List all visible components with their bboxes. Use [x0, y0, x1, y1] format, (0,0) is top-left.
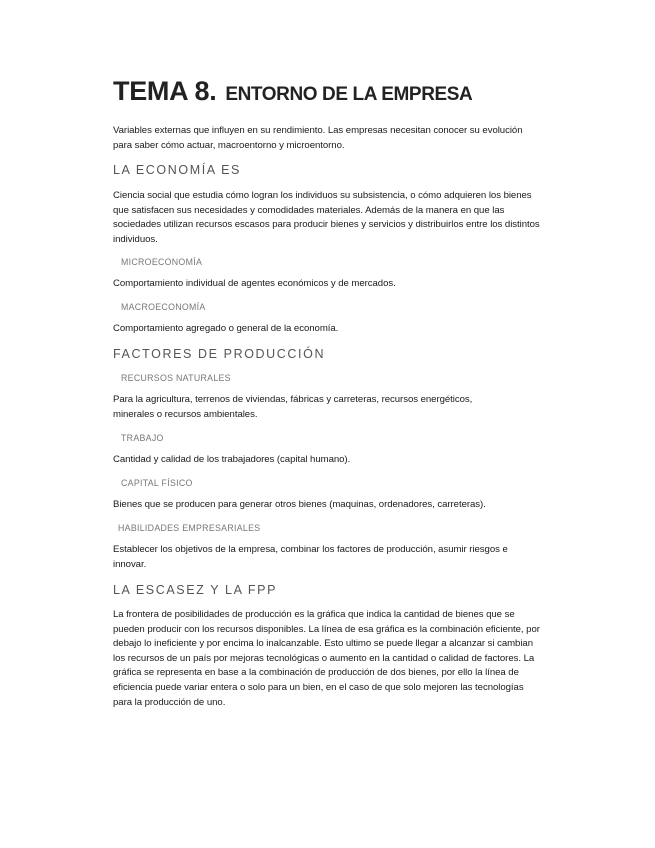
habilidades-empresariales-paragraph: Establecer los objetivos de la empresa, combinar los factores de producción, asumir riesgos e innovar.: [113, 544, 508, 570]
subheading-capital-fisico: CAPITAL FÍSICO: [121, 478, 193, 488]
subheading-trabajo: TRABAJO: [121, 433, 164, 443]
title-main: TEMA 8.: [113, 76, 217, 106]
document-page: [113, 72, 543, 708]
trabajo-paragraph: Cantidad y calidad de los trabajadores (capital humano).: [113, 454, 351, 465]
escasez-paragraph: La frontera de posibilidades de producción es la gráfica que indica la cantidad de bienes que se pueden producir con los recursos disponibles. La línea de esa gráfica es la combinación eficiente, por debajo lo ineficiente y por encima lo inalcanzable. Esto ultimo se puede llegar a alcanzar si cambian los recursos de un país por mejoras tecnológicas o aumento en la cantidad o calidad de factores. La gráfica se representa en base a la combinación de producción de dos bienes, por ello la línea de eficiencia puede variar entera o solo para un bien, en el caso de que solo mejoren las tecnologías para la producción de uno.: [113, 609, 540, 708]
capital-fisico-paragraph: Bienes que se producen para generar otros bienes (maquinas, ordenadores, carreteras).: [113, 499, 486, 510]
section-heading-escasez: LA ESCASEZ Y LA FPP: [113, 583, 278, 597]
subheading-habilidades-empresariales: HABILIDADES EMPRESARIALES: [118, 523, 261, 533]
recursos-naturales-paragraph: Para la agricultura, terrenos de viviendas, fábricas y carreteras, recursos energéticos, minerales o recursos ambientales.: [113, 394, 473, 420]
subheading-recursos-naturales: RECURSOS NATURALES: [121, 373, 231, 383]
section-heading-factores: FACTORES DE PRODUCCIÓN: [113, 347, 326, 361]
section-heading-economia: LA ECONOMÍA ES: [113, 163, 241, 177]
economia-paragraph: Ciencia social que estudia cómo logran los individuos su subsistencia, o cómo adquieren los bienes que satisfacen sus necesidades y comodidades materiales. Además de la manera en que las sociedades utilizan recursos escasos para producir bienes y servicios y distribuirlos entre los distintos individuos.: [113, 190, 540, 245]
intro-paragraph: Variables externas que influyen en su rendimiento. Las empresas necesitan conocer su evolución para saber cómo actuar, macroentorno y microentorno.: [113, 125, 523, 151]
macroeconomia-paragraph: Comportamiento agregado o general de la economía.: [113, 323, 339, 334]
subheading-macroeconomia: MACROECONOMÍA: [121, 302, 206, 312]
microeconomia-paragraph: Comportamiento individual de agentes económicos y de mercados.: [113, 278, 396, 289]
subheading-microeconomia: MICROECONOMÍA: [121, 257, 203, 267]
title-subtitle: ENTORNO DE LA EMPRESA: [225, 84, 473, 105]
page-title: [113, 72, 543, 112]
